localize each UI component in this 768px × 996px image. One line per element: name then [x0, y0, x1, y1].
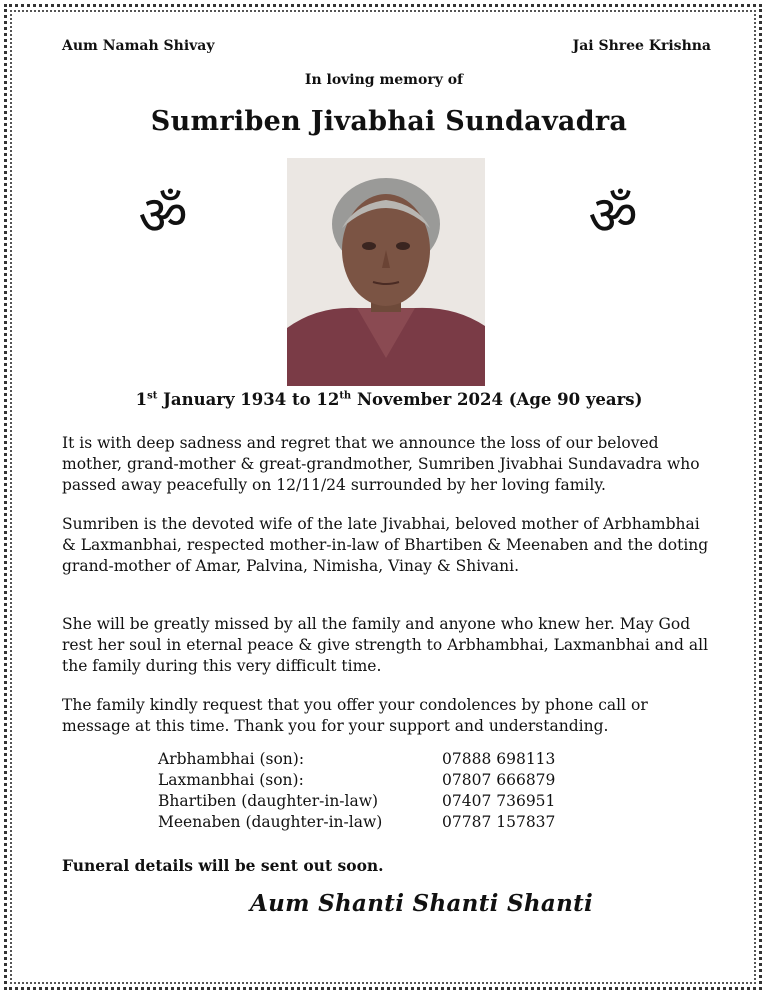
- closing-prayer: Aum Shanti Shanti Shanti: [250, 890, 594, 917]
- contact-phone: 07407 736951: [442, 792, 556, 810]
- contact-name: Bhartiben (daughter-in-law): [158, 792, 379, 810]
- memorial-subtitle: In loving memory of: [304, 72, 464, 88]
- death-date-rest: November 2024 (Age 90 years): [351, 390, 643, 409]
- birth-day-suffix: st: [147, 390, 158, 402]
- birth-date-rest: January 1934 to: [157, 390, 317, 409]
- contact-name: Meenaben (daughter-in-law): [158, 813, 383, 831]
- contact-phone: 07807 666879: [442, 771, 556, 789]
- announcement-paragraph: It is with deep sadness and regret that we announce the loss of our beloved mother, grand-mother & great-grandmother, Sumriben Jivabhai Sundavadra who passed away peacefully on 12/11/24 surrounded by her loving family.: [62, 434, 700, 494]
- deceased-name: Sumriben Jivabhai Sundavadra: [150, 106, 628, 137]
- portrait-photo: [287, 158, 485, 386]
- birth-day: 1: [135, 390, 148, 409]
- page-border-inner: [10, 10, 756, 984]
- portrait-illustration: [287, 158, 485, 386]
- contact-name: Laxmanbhai (son):: [158, 771, 304, 789]
- om-symbol-left-icon: ॐ: [138, 184, 188, 247]
- death-day-suffix: th: [339, 390, 352, 402]
- contact-phone: 07787 157837: [442, 813, 556, 831]
- family-paragraph: Sumriben is the devoted wife of the late Jivabhai, beloved mother of Arbhambhai & Laxmanbhai, respected mother-in-law of Bhartiben & Meenaben and the doting grand-mother of Amar, Palvina, Nimisha, Vinay & Shivani.: [62, 515, 709, 575]
- om-symbol-right-icon: ॐ: [588, 184, 638, 247]
- remembrance-paragraph: She will be greatly missed by all the family and anyone who knew her. May God rest her soul in eternal peace & give strength to Arbhambhai, Laxmanbhai and all the family during this very difficult time.: [62, 615, 709, 675]
- contact-phone: 07888 698113: [442, 750, 556, 768]
- header-right-blessing: Jai Shree Krishna: [572, 38, 711, 54]
- contact-name: Arbhambhai (son):: [158, 750, 305, 768]
- funeral-note: Funeral details will be sent out soon.: [62, 856, 384, 875]
- life-dates: [0, 390, 768, 409]
- condolence-paragraph: The family kindly request that you offer your condolences by phone call or message at this time. Thank you for your support and understanding.: [62, 696, 648, 735]
- header-left-blessing: Aum Namah Shivay: [62, 38, 215, 54]
- death-day: 12: [316, 390, 340, 409]
